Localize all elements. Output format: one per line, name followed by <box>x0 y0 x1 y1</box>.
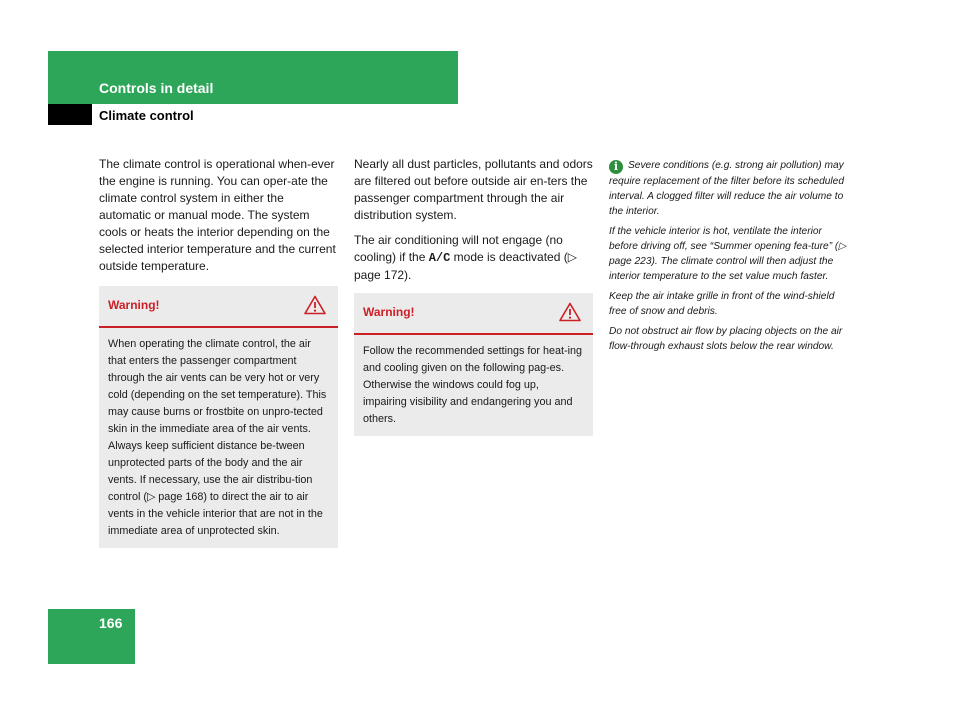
note-3: Keep the air intake grille in front of the wind-shield free of snow and debris. <box>609 291 835 317</box>
note-4: Do not obstruct air flow by placing objects on the air flow-through exhaust slots below the rear window. <box>609 326 843 352</box>
note-1-text: Severe conditions (e.g. strong air pollution) may require replacement of the filter before its scheduled interval. A clogged filter will reduce the air volume to the interior. <box>609 160 845 217</box>
header-bar <box>48 51 458 104</box>
ac-text-pre: The air conditioning will not engage (no cooling) if the <box>354 233 563 264</box>
page-number: 166 <box>99 615 123 631</box>
column-2 <box>354 156 596 292</box>
warning-header <box>354 293 593 335</box>
warning-header <box>99 286 338 328</box>
intro-paragraph: The climate control is operational when-ever the engine is running. You can oper-ate the climate control system in either the automatic or manual mode. The system cools or heats the interior depending on the selected interior temperature and the current outside temperature. <box>99 157 336 273</box>
warning-box-2 <box>354 293 593 436</box>
subsection-title: Climate control <box>99 108 194 123</box>
warning-triangle-icon <box>304 295 326 315</box>
warning-box-1 <box>99 286 338 548</box>
filter-paragraph: Nearly all dust particles, pollutants and odors are filtered out before outside air en-ters the passenger compartment through the air distribution system. <box>354 157 593 222</box>
warning-label: Warning! <box>363 305 415 319</box>
column-3-notes <box>609 158 853 359</box>
warning-label: Warning! <box>108 298 160 312</box>
subsection-marker <box>48 104 92 125</box>
ac-text-post: mode is deactivated (▷ page 172). <box>354 250 577 282</box>
warning-triangle-icon <box>559 302 581 322</box>
ac-paragraph <box>354 232 596 284</box>
ac-key-label: A/C <box>428 251 451 265</box>
section-title: Controls in detail <box>99 80 214 96</box>
info-icon: i <box>609 160 623 174</box>
column-1 <box>99 156 339 283</box>
note-1 <box>609 158 853 219</box>
warning-text: When operating the climate control, the air that enters the passenger compartment through the air vents can be very hot or very cold (depending on the set temperature). This may cause burns or frostbite on unpro-tected skin in the immediate area of the air vents. Always keep sufficient distance be-tween unprotected parts of the body and the air vents. If necessary, use the air distribu-tion control (▷ page 168) to direct the air to air vents in the vehicle interior that are not in the immediate area of unprotected skin. <box>108 338 327 537</box>
warning-text: Follow the recommended settings for heat-ing and cooling given on the following pag-es. Otherwise the windows could fog up, impairing visibility and endangering you and others. <box>363 345 583 425</box>
note-2: If the vehicle interior is hot, ventilate the interior before driving off, see “Summer opening fea-ture” (▷ page 223). The climate control will then adjust the interior temperature to the set value much faster. <box>609 226 847 282</box>
